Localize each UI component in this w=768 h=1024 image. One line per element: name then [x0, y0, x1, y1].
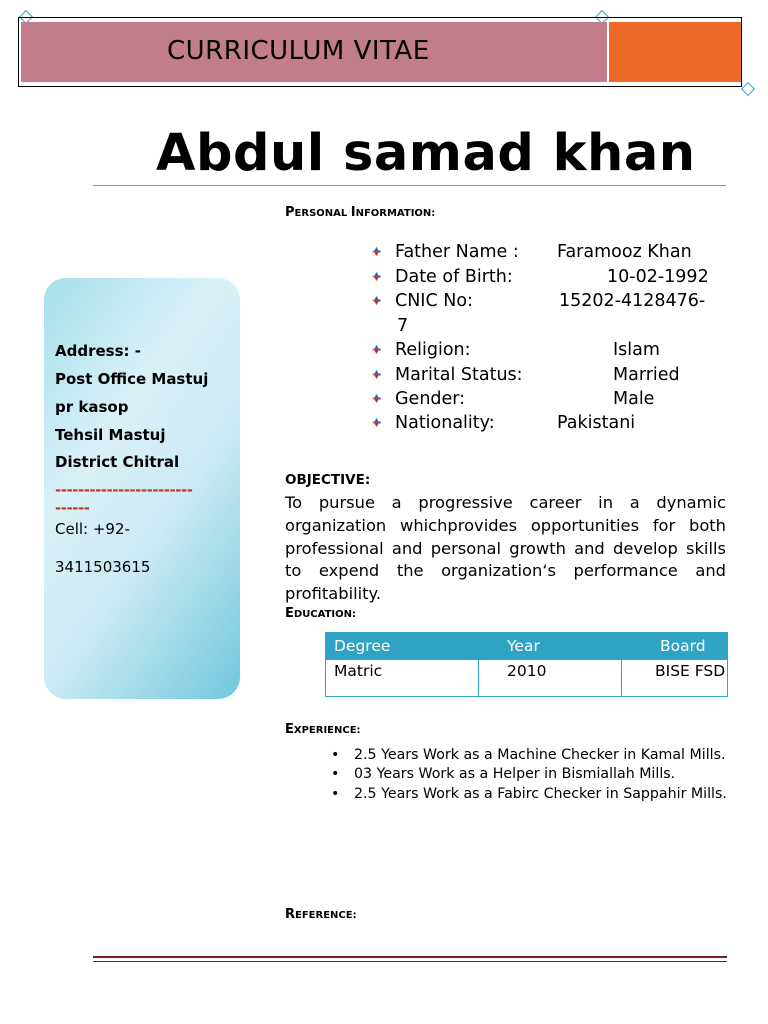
arrow-bullet-icon	[372, 394, 381, 403]
personal-info-heading: PERSONAL INFORMATION:	[285, 205, 436, 220]
personal-info-value: 7	[397, 316, 409, 336]
candidate-name: Abdul samad khan	[156, 124, 696, 183]
arrow-bullet-icon	[372, 247, 381, 256]
cell-number: 3411503615	[55, 558, 151, 576]
objective-heading: OBJECTIVE:	[285, 472, 371, 488]
column-header: Degree	[326, 633, 479, 660]
address-line: Post Office Mastuj	[55, 370, 209, 388]
column-header: Board	[622, 633, 728, 660]
table-cell: BISE FSD	[622, 660, 728, 697]
personal-info-value: Faramooz Khan	[557, 242, 692, 262]
name-divider	[93, 185, 726, 186]
footer-divider	[93, 956, 727, 958]
address-line: Tehsil Mastuj	[55, 426, 166, 444]
header-accent-block	[609, 22, 741, 82]
table-cell: 2010	[479, 660, 622, 697]
cell-label: Cell: +92-	[55, 520, 130, 538]
personal-info-label: CNIC No:	[395, 291, 473, 311]
personal-info-label: Nationality:	[395, 413, 495, 433]
education-table	[325, 632, 728, 697]
arrow-bullet-icon	[372, 296, 381, 305]
personal-info-label: Date of Birth:	[395, 267, 513, 287]
sidebar-divider: ------	[55, 499, 90, 517]
personal-info-label: Father Name :	[395, 242, 519, 262]
list-item: • 2.5 Years Work as a Machine Checker in Kamal Mills.	[331, 746, 731, 765]
personal-info-value: Pakistani	[557, 413, 636, 433]
table-header-row	[326, 633, 728, 660]
address-line: pr kasop	[55, 398, 129, 416]
reference-heading: REFERENCE:	[285, 907, 357, 922]
table-cell: Matric	[326, 660, 479, 697]
personal-info-value: 15202-4128476-	[559, 291, 706, 311]
personal-info-value: 10-02-1992	[607, 267, 709, 287]
list-item: • 03 Years Work as a Helper in Bismiallah Mills.	[331, 765, 731, 784]
sidebar-divider: ------------------------	[55, 481, 193, 499]
arrow-bullet-icon	[372, 345, 381, 354]
education-heading: EDUCATION:	[285, 606, 357, 621]
personal-info-value: Male	[613, 389, 655, 409]
personal-info-label: Gender:	[395, 389, 466, 409]
experience-list	[331, 746, 731, 804]
arrow-bullet-icon	[372, 272, 381, 281]
column-header: Year	[479, 633, 622, 660]
table-row	[326, 660, 728, 697]
objective-text: To pursue a progressive career in a dynamic organization whichprovides opportunities for both professional and personal growth and develop skills to expend the organization‘s performance and profitability.	[285, 493, 726, 604]
personal-info-value: Married	[613, 365, 680, 385]
footer-divider	[93, 961, 727, 962]
corner-diamond-far-right	[741, 82, 755, 96]
arrow-bullet-icon	[372, 418, 381, 427]
experience-heading: EXPERIENCE:	[285, 722, 361, 737]
personal-info-label: Marital Status:	[395, 365, 523, 385]
address-label: Address: -	[55, 342, 141, 360]
document-title: CURRICULUM VITAE	[167, 36, 430, 66]
list-item: • 2.5 Years Work as a Fabirc Checker in Sappahir Mills.	[331, 785, 731, 804]
personal-info-value: Islam	[613, 340, 660, 360]
address-line: District Chitral	[55, 453, 180, 471]
arrow-bullet-icon	[372, 370, 381, 379]
personal-info-label: Religion:	[395, 340, 471, 360]
